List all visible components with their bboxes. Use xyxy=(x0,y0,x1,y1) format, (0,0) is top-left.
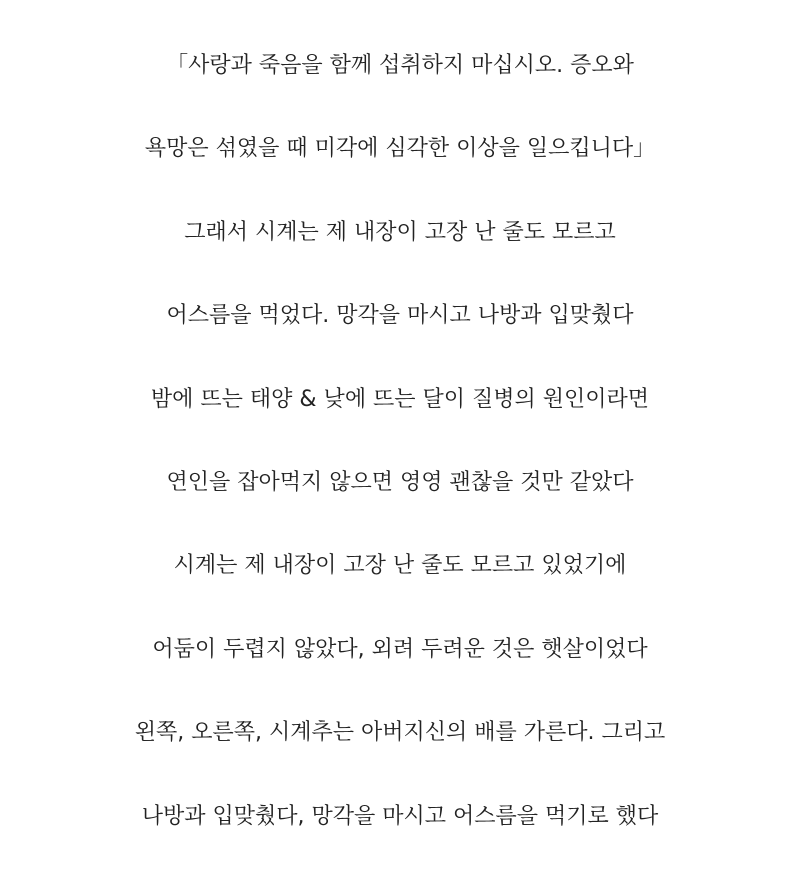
poem-line: 나방과 입맞췄다, 망각을 마시고 어스름을 먹기로 했다 xyxy=(141,804,659,829)
poem-line: 「사랑과 죽음을 함께 섭취하지 마십시오. 증오와 xyxy=(166,53,634,78)
poem-line: 왼쪽, 오른쪽, 시계추는 아버지신의 배를 가른다. 그리고 xyxy=(134,720,666,745)
poem-line: 연인을 잡아먹지 않으면 영영 괜찮을 것만 같았다 xyxy=(166,470,634,495)
poem-line: 밤에 뜨는 태양 & 낮에 뜨는 달이 질병의 원인이라면 xyxy=(150,387,650,412)
poem-line: 욕망은 섞였을 때 미각에 심각한 이상을 일으킵니다」 xyxy=(144,136,656,161)
poem-line: 어둠이 두렵지 않았다, 외려 두려운 것은 햇살이었다 xyxy=(152,637,648,662)
poem-line: 그래서 시계는 제 내장이 고장 난 줄도 모르고 xyxy=(184,220,616,245)
poem-line: 어스름을 먹었다. 망각을 마시고 나방과 입맞췄다 xyxy=(166,303,634,328)
poem-line: 시계는 제 내장이 고장 난 줄도 모르고 있었기에 xyxy=(173,553,627,578)
